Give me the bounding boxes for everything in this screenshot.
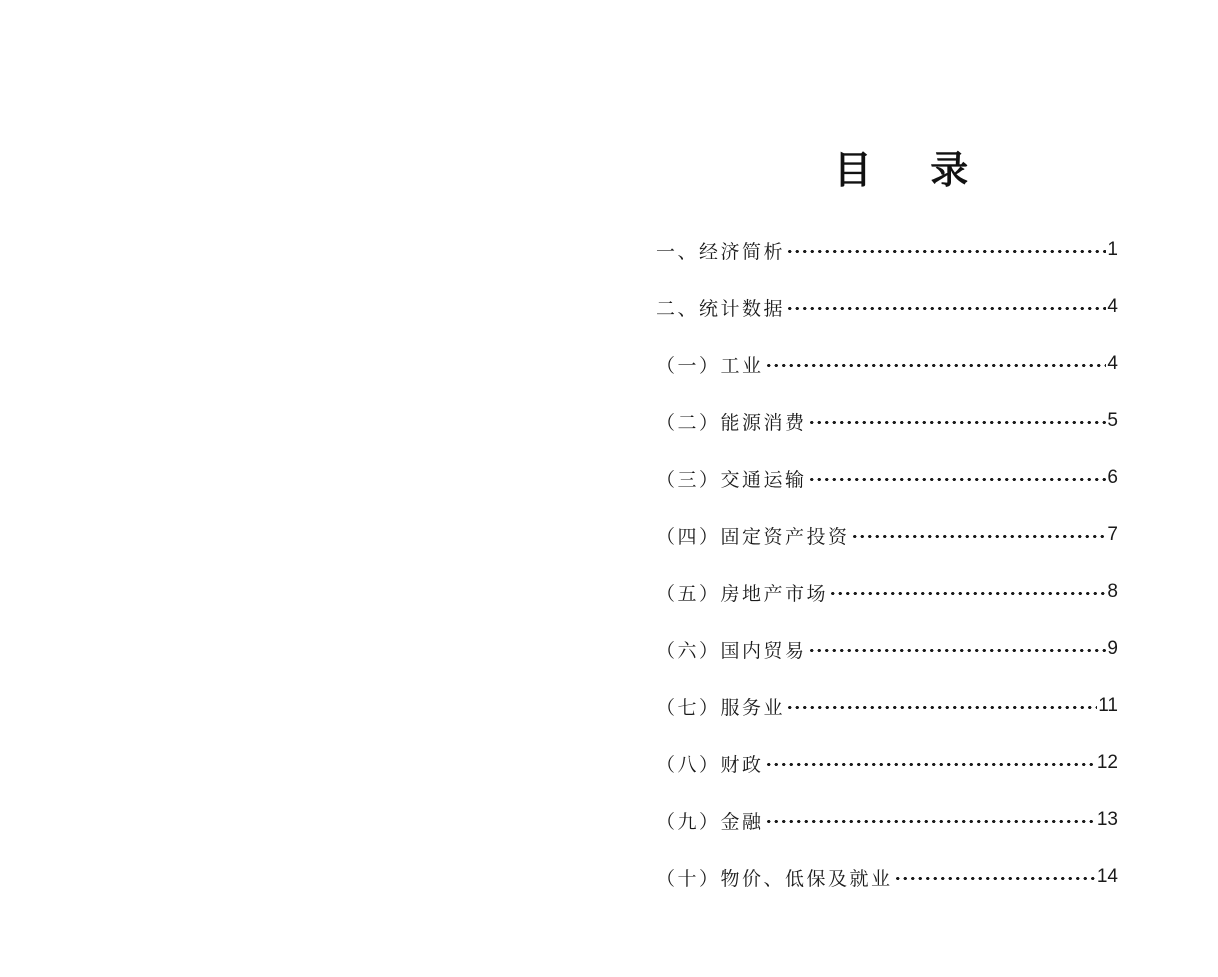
dotted-leader [851, 532, 1107, 541]
dotted-leader [829, 589, 1106, 598]
toc-entry [656, 239, 1118, 263]
toc-entry-page-number: 4 [1107, 296, 1118, 317]
dotted-leader [808, 418, 1107, 427]
toc-entry-label: （六）国内贸易 [656, 640, 807, 662]
dotted-leader [786, 247, 1106, 256]
toc-entry [656, 752, 1118, 776]
toc-list [656, 239, 1118, 890]
toc-entry-page-number: 8 [1107, 581, 1118, 602]
dotted-leader [808, 475, 1107, 484]
toc-entry-label: （四）固定资产投资 [656, 526, 850, 548]
toc-entry-label: （二）能源消费 [656, 412, 807, 434]
dotted-leader [765, 361, 1107, 370]
toc-entry-label: （十）物价、低保及就业 [656, 868, 893, 890]
dotted-leader [765, 760, 1096, 769]
dotted-leader [786, 304, 1106, 313]
toc-entry-page-number: 11 [1098, 695, 1118, 716]
toc-entry-page-number: 1 [1107, 239, 1118, 260]
toc-entry-page-number: 12 [1096, 752, 1118, 773]
dotted-leader [894, 874, 1096, 883]
toc-entry-label: 一、经济简析 [656, 241, 786, 263]
toc-title: 目 录 [833, 150, 971, 192]
toc-entry-label: （一）工业 [656, 355, 764, 377]
dotted-leader [765, 817, 1096, 826]
toc-entry-label: 二、统计数据 [656, 298, 786, 320]
toc-entry-label: （七）服务业 [656, 697, 786, 719]
toc-entry [656, 581, 1118, 605]
toc-entry-page-number: 7 [1107, 524, 1118, 545]
table-of-contents [656, 148, 1118, 890]
toc-entry-page-number: 9 [1107, 638, 1118, 659]
toc-entry-label: （五）房地产市场 [656, 583, 829, 605]
toc-entry [656, 353, 1118, 377]
dotted-leader [808, 646, 1107, 655]
toc-entry [656, 410, 1118, 434]
toc-entry-label: （八）财政 [656, 754, 764, 776]
toc-entry [656, 695, 1118, 719]
toc-entry [656, 296, 1118, 320]
toc-entry [656, 638, 1118, 662]
dotted-leader [786, 703, 1097, 712]
toc-entry [656, 524, 1118, 548]
toc-entry [656, 866, 1118, 890]
toc-entry-page-number: 4 [1107, 353, 1118, 374]
toc-entry-page-number: 14 [1096, 866, 1118, 887]
toc-entry-label: （三）交通运输 [656, 469, 807, 491]
toc-entry [656, 809, 1118, 833]
toc-entry-page-number: 13 [1096, 809, 1118, 830]
toc-entry-page-number: 5 [1107, 410, 1118, 431]
toc-entry-label: （九）金融 [656, 811, 764, 833]
toc-entry-page-number: 6 [1107, 467, 1118, 488]
toc-entry [656, 467, 1118, 491]
